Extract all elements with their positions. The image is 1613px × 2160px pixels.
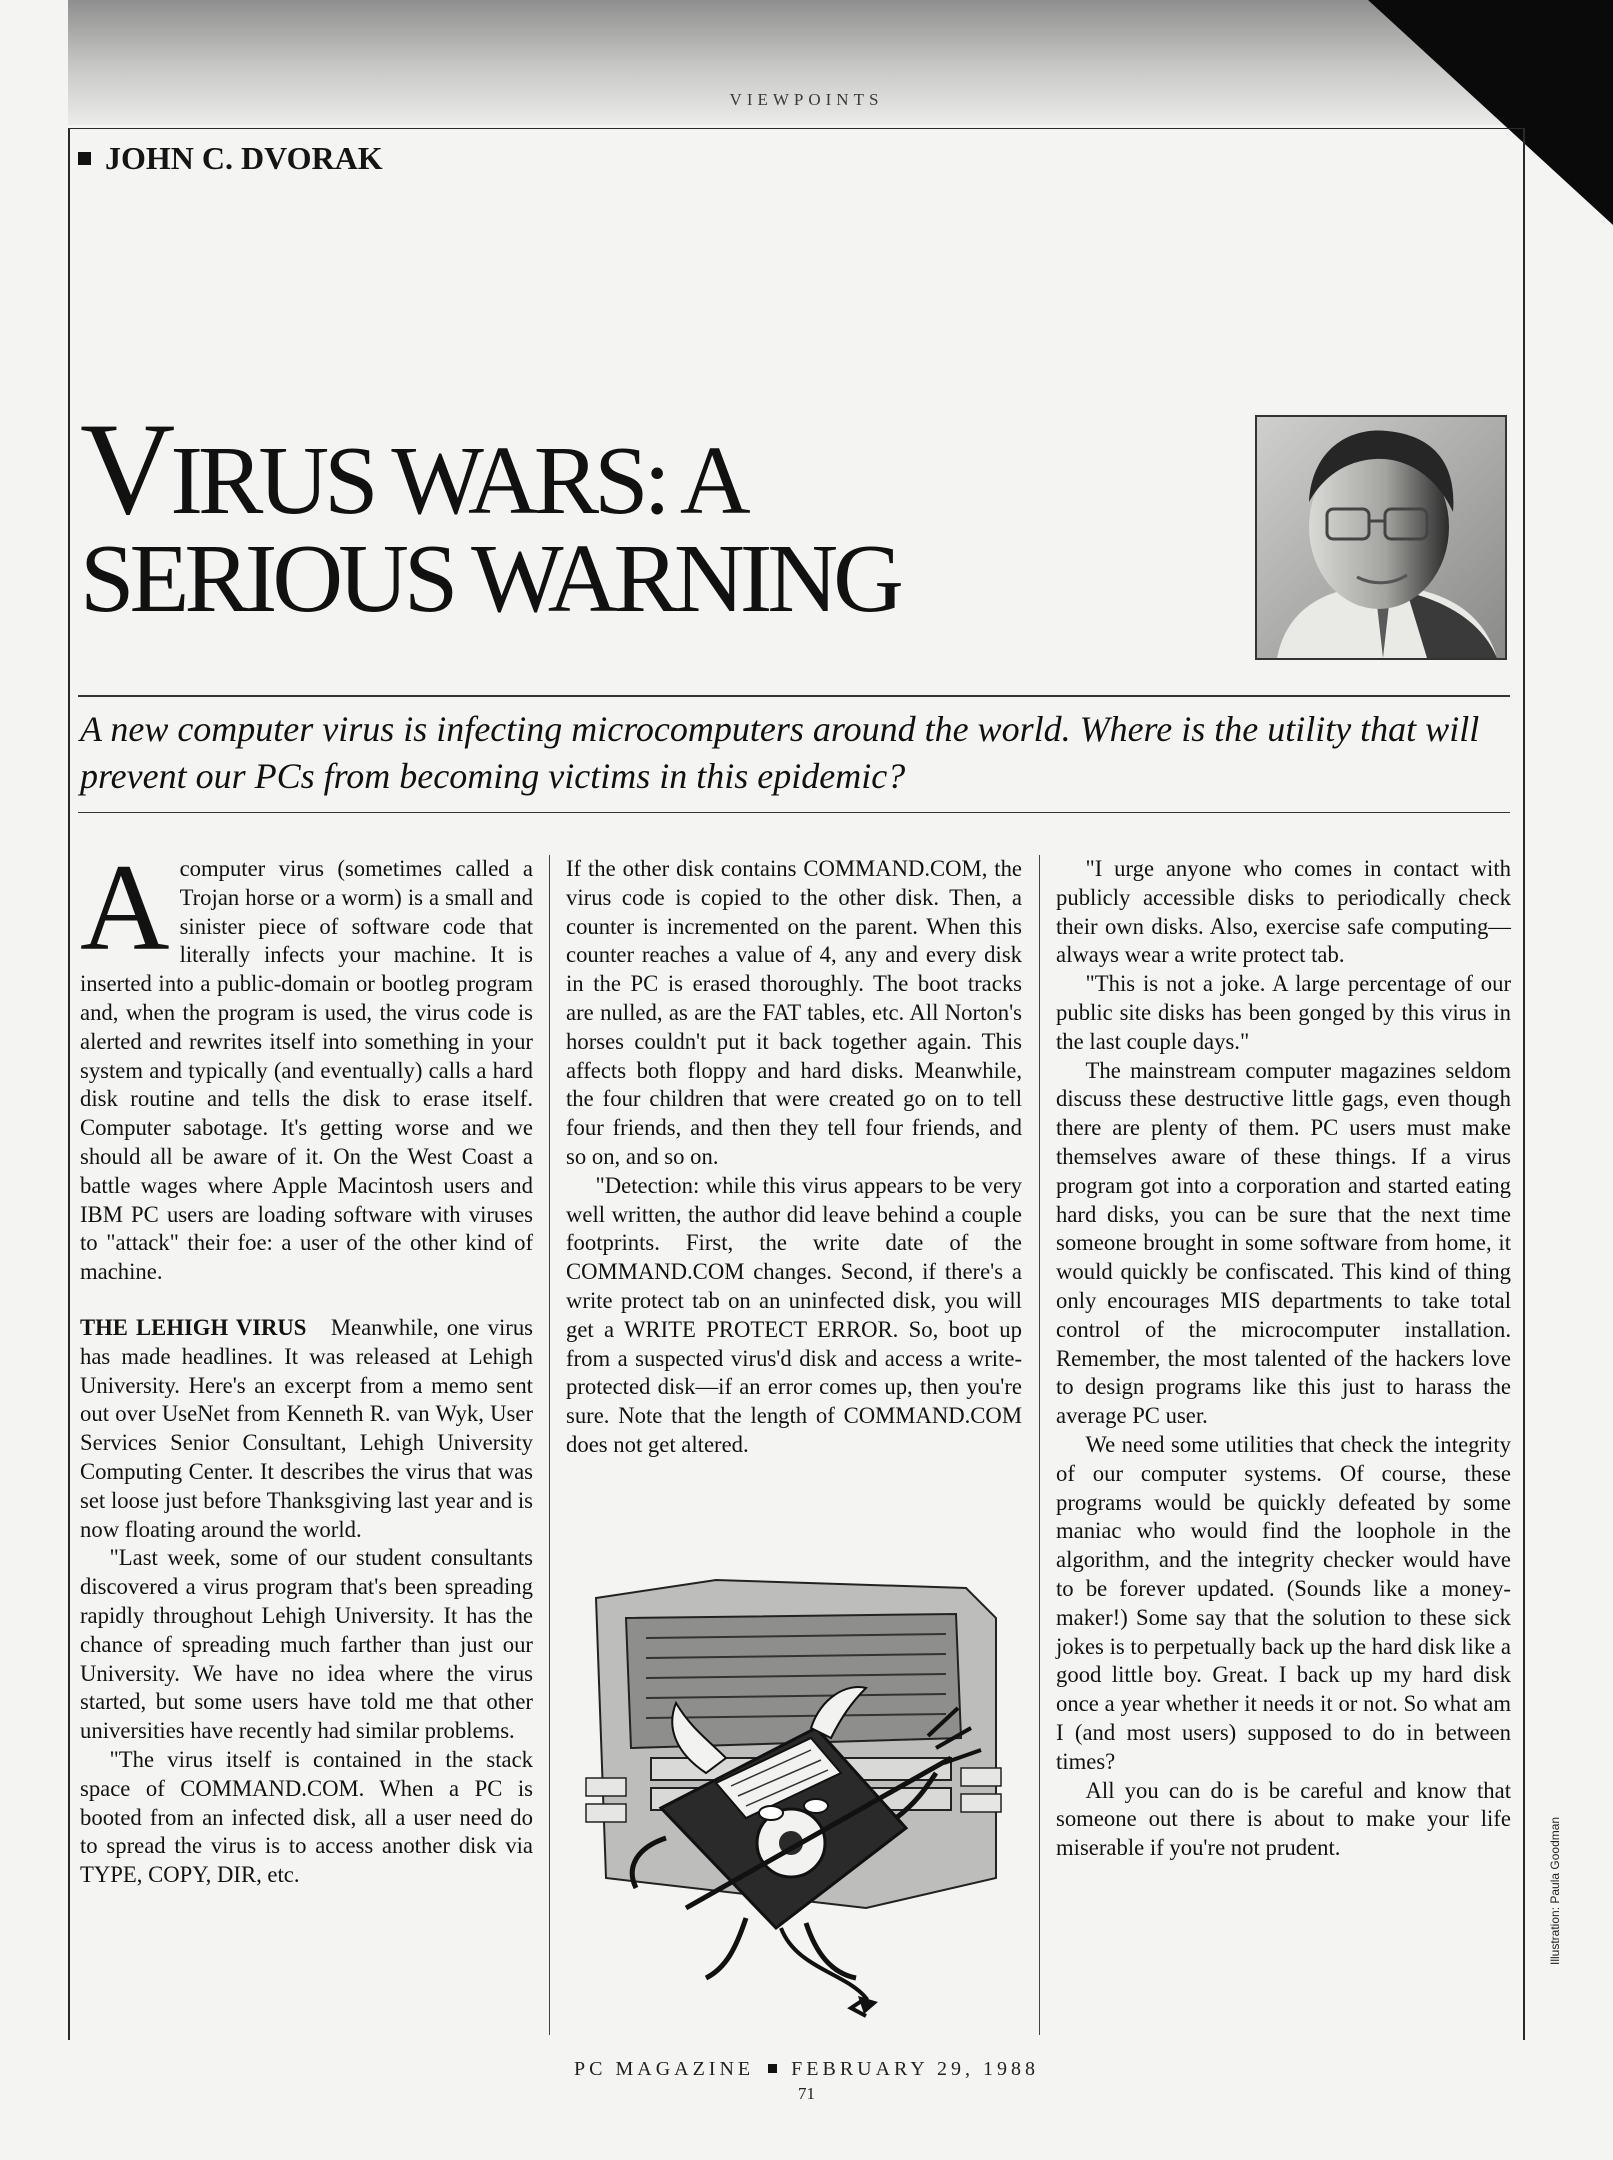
column-divider [549,855,550,2035]
column-1 [80,839,533,1890]
paragraph: "Detection: while this virus appears to be very well written, the author did leave behind a couple footprints. First, the write date of the COMMAND.COM changes. Second, if there's a write protect tab on an uninfected disk, you will get a WRITE PROTECT ERROR. So, boot up from a suspected virus'd disk and access a write-protected disk—if an error comes up, then you're sure. Note that the length of COMMAND.COM does not get altered. [566,1172,1022,1457]
illustration-credit: Illustration: Paula Goodman [1548,1816,1562,1965]
corner-tab [1368,0,1613,225]
deck-rule-bottom [78,812,1510,813]
deck-rule-top [78,695,1510,697]
paragraph: "Last week, some of our student consultants discovered a virus program that's been spreading rapidly throughout Lehigh University. It has the chance of spreading much farther than just our University. We have no idea where the virus started, but some users have told me that other universities have recently had similar problems. [80,1545,533,1744]
column-divider [1039,855,1040,2035]
paragraph [80,1314,533,1544]
paragraph: We need some utilities that check the integrity of our computer systems. Of course, these programs would be quickly defeated by some maniac who would find the loophole in the algorithm, and the integrity checker would have to be forever updated. (Sounds like a money-maker!) Some say that the solution to these sick jokes is to perpetually back up the hard disk like a good little boy. Great. I back up my hard disk once a year whether it needs it or not. So what am I (and most users) supposed to do in between times? [1056,1431,1511,1774]
paragraph [80,839,533,1287]
paragraph: The mainstream computer magazines seldom discuss these destructive little gags, even though there are plenty of them. PC users must make themselves aware of these things. If a virus program got into a corporation and started eating hard disks, you can be sure that the next time someone brought in some software from home, it would quickly be confiscated. This kind of thing only encourages MIS departments to take total control of the microcomputer installation. Remember, the most talented of the hackers love to design programs like this just to harass the average PC user. [1056,1057,1511,1429]
column-3 [1056,855,1511,1863]
paragraph-text: computer virus (sometimes called a Trojan horse or a worm) is a small and sinister piece of software code that literally infects your machine. It is inserted into a public-domain or bootleg program and, when the program is used, the virus code is alerted and rewrites itself into something in your system and typically (and eventually) calls a hard disk routine and tells the disk to erase itself. Computer sabotage. It's getting worse and we should all be aware of it. On the West Coast a battle wages where Apple Macintosh users and IBM PC users are loading software with viruses to "attack" their foe: a user of the other kind of machine. [80,856,533,1285]
issue-date: FEBRUARY 29, 1988 [791,2058,1039,2080]
page-number: 71 [798,2084,815,2103]
headline-line1: IRUS WARS: A [170,427,746,535]
subhead: THE LEHIGH VIRUS [80,1314,307,1340]
paragraph: "This is not a joke. A large percentage of our public site disks has been gonged by this virus in the last couple days." [1056,971,1511,1054]
author-portrait [1255,415,1507,660]
headline-line2: SERIOUS WARNING [80,525,899,633]
portrait-icon [1257,417,1505,658]
page-footer [0,2058,1613,2081]
paragraph: All you can do is be careful and know that someone out there is about to make your life miserable if you're not prudent. [1056,1777,1511,1861]
frame-left [68,128,70,2040]
publication-name: PC MAGAZINE [574,2058,755,2080]
paragraph: "The virus itself is contained in the stack space of COMMAND.COM. When a PC is booted from an infected disk, all a user need do to spread the virus is to access another disk via TYPE, COPY, DIR, etc. [80,1746,533,1888]
author-byline [78,140,383,177]
frame-top [68,128,1525,129]
bullet-square-icon [78,152,91,165]
devil-disk-illustration [566,1578,1022,2018]
bullet-square-icon [768,2064,777,2073]
headline-lead-letter: V [80,395,171,542]
headline [80,395,899,633]
paragraph: If the other disk contains COMMAND.COM, the virus code is copied to the other disk. Then, a counter is incremented on the parent. When this counter reaches a value of 4, any and every disk in the PC is erased thoroughly. The boot tracks are nulled, as are the FAT tables, etc. All Norton's horses couldn't put it back together again. This affects both floppy and hard disks. Meanwhile, the four children that were created go on to tell four friends, and then they tell four friends, and so on, and so on. [566,856,1022,1169]
deck: A new computer virus is infecting microcomputers around the world. Where is the utility that will prevent our PCs from becoming victims in this epidemic? [80,709,1480,796]
drop-cap: A [80,839,170,976]
paragraph-text: Meanwhile, one virus has made headlines. It was released at Lehigh University. Here's an excerpt from a memo sent out over UseNet from Kenneth R. van Wyk, User Services Senior Consultant, Lehigh University Computing Center. It describes the virus that was set loose just before Thanksgiving last year and is now floating around the world. [80,1314,533,1542]
paragraph: "I urge anyone who comes in contact with publicly accessible disks to periodically check their own disks. Also, exercise safe computing—always wear a write protect tab. [1056,856,1511,968]
frame-right [1523,128,1525,2040]
column-2 [566,855,1022,1460]
section-label: VIEWPOINTS [729,90,884,109]
author-name: JOHN C. DVORAK [105,140,383,176]
devil-disk-icon [566,1578,1022,2018]
